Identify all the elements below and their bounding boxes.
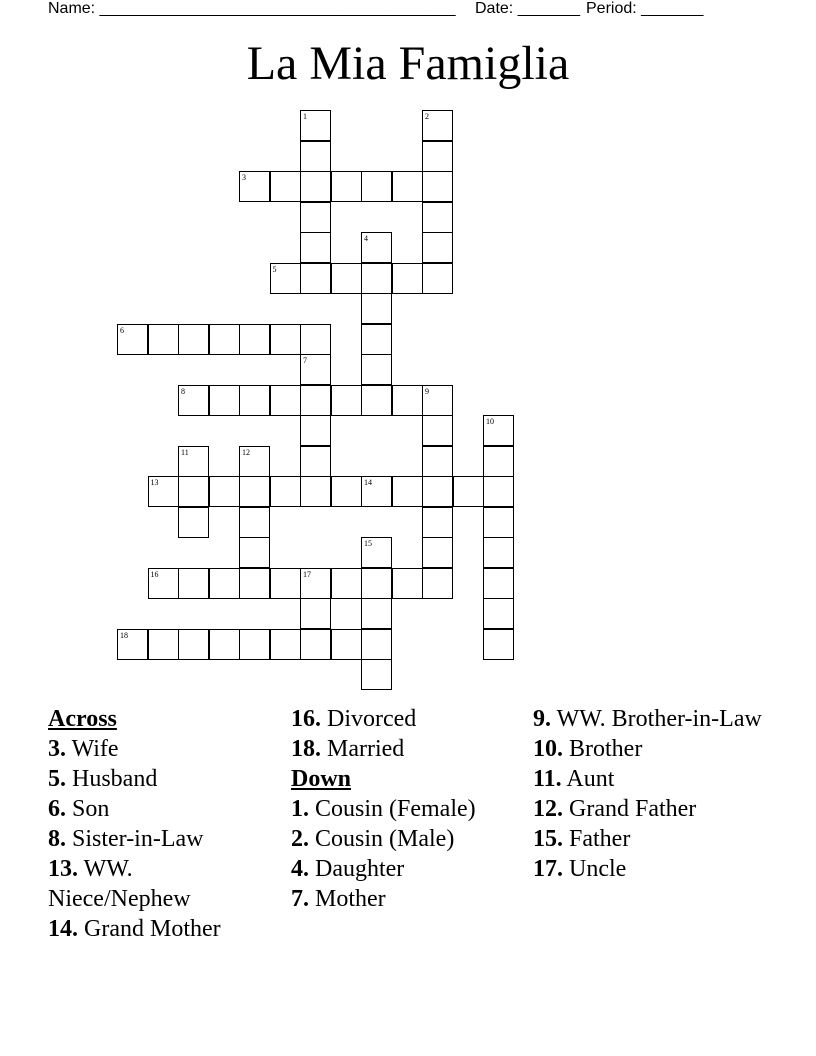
clue-item	[291, 734, 523, 764]
clue-number: 5	[272, 264, 277, 274]
grid-cell[interactable]	[178, 385, 209, 416]
grid-cell[interactable]	[361, 171, 392, 202]
grid-cell[interactable]	[300, 324, 331, 355]
period-field[interactable]: Period: _______	[586, 0, 704, 17]
grid-cell[interactable]	[483, 568, 514, 599]
grid-cell[interactable]	[178, 629, 209, 660]
down-clue-list-continued	[533, 704, 768, 884]
clue-number: 10	[486, 417, 494, 426]
clue-number: 11	[181, 447, 189, 457]
grid-cell[interactable]	[148, 324, 179, 355]
grid-cell[interactable]	[148, 568, 179, 599]
clue-item-number: 2.	[291, 826, 309, 852]
grid-cell[interactable]	[239, 446, 270, 477]
clue-item	[533, 734, 768, 764]
grid-cell[interactable]	[331, 476, 362, 507]
clue-item-number: 10.	[533, 736, 563, 762]
grid-cell[interactable]	[209, 476, 240, 507]
grid-cell[interactable]	[361, 568, 392, 599]
grid-cell[interactable]	[453, 476, 484, 507]
grid-cell[interactable]	[239, 537, 270, 568]
grid-cell[interactable]	[422, 537, 453, 568]
clue-item-number: 8.	[48, 826, 66, 852]
clues-column-2	[291, 704, 523, 914]
clue-number: 6	[120, 325, 124, 335]
down-heading: Down	[291, 766, 352, 792]
grid-cell[interactable]	[361, 537, 392, 568]
clue-item-number: 5.	[48, 766, 66, 792]
grid-cell[interactable]	[239, 476, 270, 507]
clue-item-text: Husband	[66, 766, 158, 792]
grid-cell[interactable]	[422, 385, 453, 416]
across-clue-list	[48, 734, 280, 944]
clue-number: 15	[364, 539, 372, 548]
grid-cell[interactable]	[361, 629, 392, 660]
grid-cell[interactable]	[300, 568, 331, 599]
grid-cell[interactable]	[422, 141, 453, 172]
clue-number: 4	[364, 234, 368, 243]
clue-item-text: WW. Brother-in-Law	[551, 706, 762, 732]
clue-number: 14	[364, 478, 372, 487]
clue-item	[48, 794, 280, 824]
grid-cell[interactable]	[422, 507, 453, 538]
grid-cell[interactable]	[483, 598, 514, 629]
grid-cell[interactable]	[209, 324, 240, 355]
grid-cell[interactable]	[361, 476, 392, 507]
grid-cell[interactable]	[270, 568, 301, 599]
grid-cell[interactable]	[422, 110, 453, 141]
grid-cell[interactable]	[300, 232, 331, 263]
grid-cell[interactable]	[178, 507, 209, 538]
clue-item	[533, 824, 768, 854]
clue-item-text: Sister-in-Law	[66, 826, 204, 852]
clue-item-text: Divorced	[321, 706, 417, 732]
grid-cell[interactable]	[361, 232, 392, 263]
clue-item-text: Mother	[309, 886, 386, 912]
clue-item-number: 18.	[291, 736, 321, 762]
page-title: La Mia Famiglia	[246, 37, 570, 90]
clue-item	[48, 764, 280, 794]
clue-number: 12	[242, 447, 250, 457]
grid-cell[interactable]	[117, 324, 148, 355]
grid-cell[interactable]	[270, 385, 301, 416]
clue-item	[48, 914, 280, 944]
clue-item	[533, 854, 768, 884]
grid-cell[interactable]	[209, 568, 240, 599]
grid-cell[interactable]	[148, 476, 179, 507]
clue-item	[48, 734, 280, 764]
grid-cell[interactable]	[300, 446, 331, 477]
clue-number: 3	[242, 173, 246, 182]
clue-number: 8	[181, 386, 185, 396]
grid-cell[interactable]	[178, 568, 209, 599]
grid-cell[interactable]	[422, 476, 453, 507]
grid-cell[interactable]	[483, 507, 514, 538]
clue-item-number: 14.	[48, 916, 78, 942]
clue-item-number: 11.	[533, 766, 562, 792]
grid-cell[interactable]	[361, 293, 392, 324]
grid-cell[interactable]	[483, 537, 514, 568]
clue-item-text: Son	[66, 796, 110, 822]
grid-cell[interactable]	[331, 263, 362, 294]
grid-cell[interactable]	[300, 354, 331, 385]
grid-cell[interactable]	[209, 385, 240, 416]
grid-cell[interactable]	[422, 568, 453, 599]
grid-cell[interactable]	[300, 202, 331, 233]
clue-item-text: Grand Mother	[78, 916, 221, 942]
clue-item	[291, 794, 523, 824]
grid-cell[interactable]	[178, 324, 209, 355]
clue-item-text: Brother	[563, 736, 643, 762]
across-clue-list-continued	[291, 704, 523, 764]
clue-item	[291, 824, 523, 854]
grid-cell[interactable]	[300, 598, 331, 629]
grid-cell[interactable]	[483, 415, 514, 446]
grid-cell[interactable]	[300, 385, 331, 416]
clue-item-number: 13.	[48, 856, 78, 882]
grid-cell[interactable]	[300, 141, 331, 172]
grid-cell[interactable]	[361, 354, 392, 385]
clues-column-3	[533, 704, 768, 884]
grid-cell[interactable]	[300, 171, 331, 202]
clue-item-number: 12.	[533, 796, 563, 822]
clue-item-number: 4.	[291, 856, 309, 882]
grid-cell[interactable]	[422, 415, 453, 446]
clue-item-text: Uncle	[563, 856, 627, 882]
grid-cell[interactable]	[483, 476, 514, 507]
down-clue-list	[291, 794, 523, 914]
grid-cell[interactable]	[392, 263, 423, 294]
grid-cell[interactable]	[270, 629, 301, 660]
grid-cell[interactable]	[331, 568, 362, 599]
clue-number: 1	[303, 112, 307, 121]
clue-item-text: Cousin (Male)	[309, 826, 455, 852]
clue-number: 17	[303, 569, 311, 579]
grid-cell[interactable]	[331, 385, 362, 416]
grid-cell[interactable]	[331, 629, 362, 660]
grid-cell[interactable]	[300, 629, 331, 660]
grid-cell[interactable]	[270, 171, 301, 202]
clue-item-number: 1.	[291, 796, 309, 822]
clue-number: 7	[303, 356, 307, 365]
clues-column-1	[48, 704, 280, 944]
clue-item-number: 17.	[533, 856, 563, 882]
clue-number: 13	[150, 478, 159, 487]
grid-cell[interactable]	[148, 629, 179, 660]
grid-cell[interactable]	[392, 568, 423, 599]
clue-number: 16	[150, 569, 159, 579]
clue-item	[291, 704, 523, 734]
grid-cell[interactable]	[392, 476, 423, 507]
name-field[interactable]: Name: ________________________________________	[48, 0, 456, 17]
grid-cell[interactable]	[483, 629, 514, 660]
clue-item-text: WW. Niece/Nephew	[48, 856, 191, 912]
clue-item-text: Cousin (Female)	[309, 796, 476, 822]
clue-number: 9	[425, 386, 429, 396]
grid-cell[interactable]	[422, 263, 453, 294]
grid-cell[interactable]	[178, 476, 209, 507]
grid-cell[interactable]	[239, 568, 270, 599]
clue-item	[533, 704, 768, 734]
grid-cell[interactable]	[117, 629, 148, 660]
grid-cell[interactable]	[239, 629, 270, 660]
grid-cell[interactable]	[361, 324, 392, 355]
clue-item	[291, 884, 523, 914]
clue-item	[533, 794, 768, 824]
grid-cell[interactable]	[483, 446, 514, 477]
date-field[interactable]: Date: _______	[475, 0, 580, 17]
grid-cell[interactable]	[361, 263, 392, 294]
grid-cell[interactable]	[361, 598, 392, 629]
grid-cell[interactable]	[422, 446, 453, 477]
grid-cell[interactable]	[270, 476, 301, 507]
grid-cell[interactable]	[392, 385, 423, 416]
clue-item-text: Grand Father	[563, 796, 697, 822]
grid-cell[interactable]	[300, 415, 331, 446]
grid-cell[interactable]	[331, 171, 362, 202]
clue-item-number: 6.	[48, 796, 66, 822]
grid-cell[interactable]	[422, 171, 453, 202]
clue-item	[291, 854, 523, 884]
clue-item-text: Wife	[66, 736, 119, 762]
clue-item-number: 15.	[533, 826, 563, 852]
grid-cell[interactable]	[239, 324, 270, 355]
grid-cell[interactable]	[300, 110, 331, 141]
clue-item-text: Daughter	[309, 856, 405, 882]
clue-item-text: Father	[563, 826, 631, 852]
grid-cell[interactable]	[239, 507, 270, 538]
clue-item	[48, 854, 280, 914]
grid-cell[interactable]	[392, 171, 423, 202]
clue-item-number: 3.	[48, 736, 66, 762]
grid-cell[interactable]	[270, 324, 301, 355]
clue-item-number: 7.	[291, 886, 309, 912]
clue-number: 18	[120, 630, 128, 640]
grid-cell[interactable]	[239, 171, 270, 202]
clue-item	[533, 764, 768, 794]
grid-cell[interactable]	[300, 476, 331, 507]
clue-number: 2	[425, 112, 429, 121]
grid-cell[interactable]	[270, 263, 301, 294]
grid-cell[interactable]	[422, 232, 453, 263]
clue-item-text: Married	[321, 736, 405, 762]
clue-item-number: 16.	[291, 706, 321, 732]
grid-cell[interactable]	[422, 202, 453, 233]
grid-cell[interactable]	[361, 385, 392, 416]
clue-item-text: Aunt	[561, 766, 615, 792]
grid-cell[interactable]	[300, 263, 331, 294]
across-heading: Across	[48, 706, 117, 732]
grid-cell[interactable]	[239, 385, 270, 416]
grid-cell[interactable]	[361, 659, 392, 690]
grid-cell[interactable]	[178, 446, 209, 477]
clue-item-number: 9.	[533, 706, 551, 732]
clue-item	[48, 824, 280, 854]
grid-cell[interactable]	[209, 629, 240, 660]
